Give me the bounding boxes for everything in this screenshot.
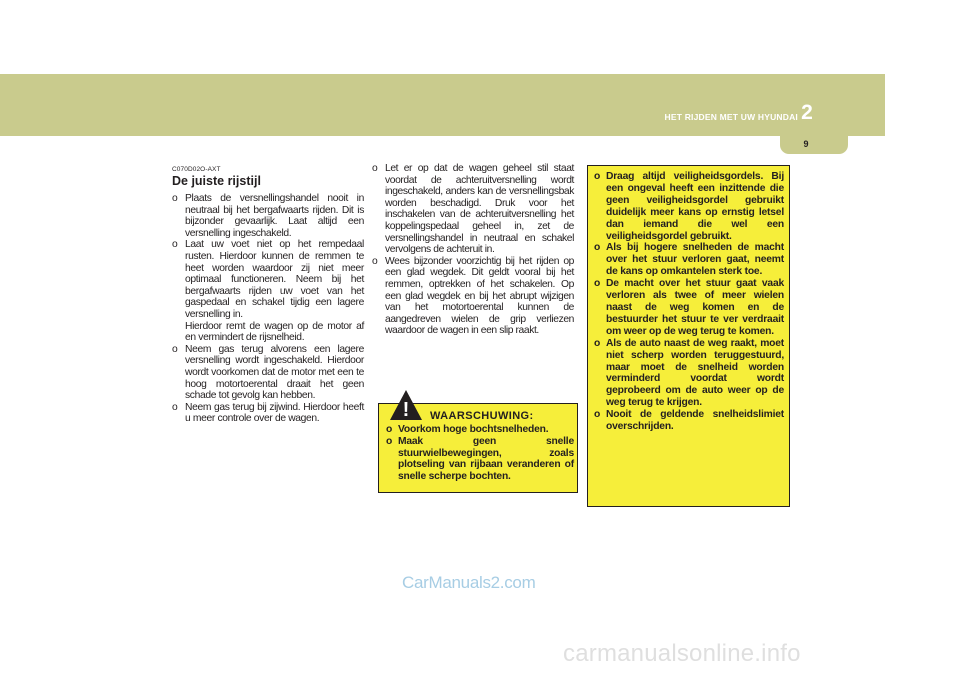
list-item (594, 278, 784, 338)
warning-triangle-icon (389, 389, 423, 421)
bullet: o (172, 239, 178, 251)
list-item (594, 409, 784, 433)
site-watermark: carmanualsonline.info (563, 640, 801, 667)
list-item (594, 171, 784, 242)
item-text-continued: Hierdoor remt de wagen op de motor af en vermindert de rijsnelheid. (185, 320, 364, 344)
list-item (172, 402, 364, 425)
section-heading: De juiste rijstijl (172, 174, 261, 188)
watermark-link[interactable]: CarManuals2.com (402, 573, 536, 592)
item-text: Wees bijzonder voorzichtig bij het rijden op een glad wegdek. Dit geldt vooral bij het remmen, optrekken of het schakelen. Op een glad wegdek en bij het abrupt wijzigen van het motortoerental kunnen de aangedreven wielen de grip verliezen waardoor de wagen in een slip raakt. (385, 255, 574, 337)
section-code: C070D02O-AXT (172, 166, 221, 173)
warning-symbol: ! (402, 399, 410, 421)
chapter-number: 2 (801, 101, 813, 124)
list-item (372, 163, 574, 256)
list-item (386, 436, 574, 483)
top-margin (0, 0, 960, 74)
list-item (594, 242, 784, 278)
item-text: Draag altijd veiligheidsgordels. Bij een ongeval heeft een inzittende die geen veiligheidsgordel gebruikt duidelijk meer kans op ernstig letsel dan iemand die wel een veiligheidsgordel gebruikt. (606, 171, 784, 242)
middle-column (372, 163, 574, 337)
warning-list (386, 424, 574, 483)
list-item (172, 239, 364, 343)
bullet: o (594, 409, 601, 421)
left-column (172, 166, 364, 425)
bullet: o (372, 163, 378, 174)
warning-title: WAARSCHUWING: (430, 410, 534, 422)
section-title: HET RIJDEN MET UW HYUNDAI (664, 112, 798, 122)
item-text: Neem gas terug bij zijwind. Hierdoor heeft u meer controle over de wagen. (185, 401, 364, 425)
driving-tips-list (172, 193, 364, 425)
list-item (172, 193, 364, 239)
list-item (372, 256, 574, 337)
safety-list (594, 171, 784, 433)
bullet: o (372, 255, 378, 267)
middle-tips-list (372, 163, 574, 337)
bullet: o (594, 278, 601, 290)
bullet: o (386, 435, 393, 447)
item-text: Voorkom hoge bochtsnelheden. (398, 424, 549, 435)
bullet: o (594, 242, 601, 254)
bullet: o (172, 401, 178, 413)
bullet: o (386, 424, 393, 435)
list-item (386, 424, 574, 436)
list-item (594, 338, 784, 409)
item-text: Als de auto naast de weg raakt, moet niet scherp worden teruggestuurd, maar moet de snelheid worden verminderd voordat wordt geprobeerd om de auto weer op de weg terug te krijgen. (606, 337, 784, 409)
item-text: Maak geen snelle stuurwielbewegingen, zoals plotseling van rijbaan veranderen of snelle scherpe bochten. (398, 435, 574, 483)
bullet: o (594, 337, 601, 349)
item-text: Nooit de geldende snelheidslimiet overschrijden. (606, 409, 784, 433)
item-text: De macht over het stuur gaat vaak verloren als twee of meer wielen naast de weg komen en de bestuurder het stuur te ver verdraait om weer op de weg terug te komen. (606, 278, 784, 337)
bullet: o (594, 171, 601, 182)
item-text: Let er op dat de wagen geheel stil staat voordat de achteruitversnelling wordt ingeschakeld, anders kan de versnellingsbak worden beschadigd. Druk voor het inschakelen van de achteruitversnelling het koppelingspedaal geheel in, zet de versnellingshandel in neutraal en schakel vervolgens de achteruit in. (385, 163, 574, 256)
item-text: Als bij hogere snelheden de macht over het stuur verloren gaat, neemt de kans op omkantelen sterk toe. (606, 242, 784, 278)
item-text: Plaats de versnellingshandel nooit in neutraal bij het bergafwaarts rijden. Dit is bijzonder gevaarlijk. Laat altijd een versnelling ingeschakeld. (185, 193, 364, 239)
item-text: Neem gas terug alvorens een lagere versnelling wordt ingeschakeld. Hierdoor wordt voorkomen dat de motor met een te hoog motortoerental draait het geen schade tot gevolg kan hebben. (185, 343, 364, 402)
page-number: 9 (803, 139, 809, 149)
bullet: o (172, 343, 178, 355)
bullet: o (172, 193, 178, 204)
item-text: Laat uw voet niet op het rempedaal rusten. Hierdoor kunnen de remmen te heet worden waardoor zij niet meer optimaal functioneren. Neem bij het bergafwaarts rijden uw voet van het gaspedaal en schakel tijdig een lagere versnelling in. (185, 239, 364, 320)
list-item (172, 344, 364, 402)
header-band (0, 74, 885, 136)
